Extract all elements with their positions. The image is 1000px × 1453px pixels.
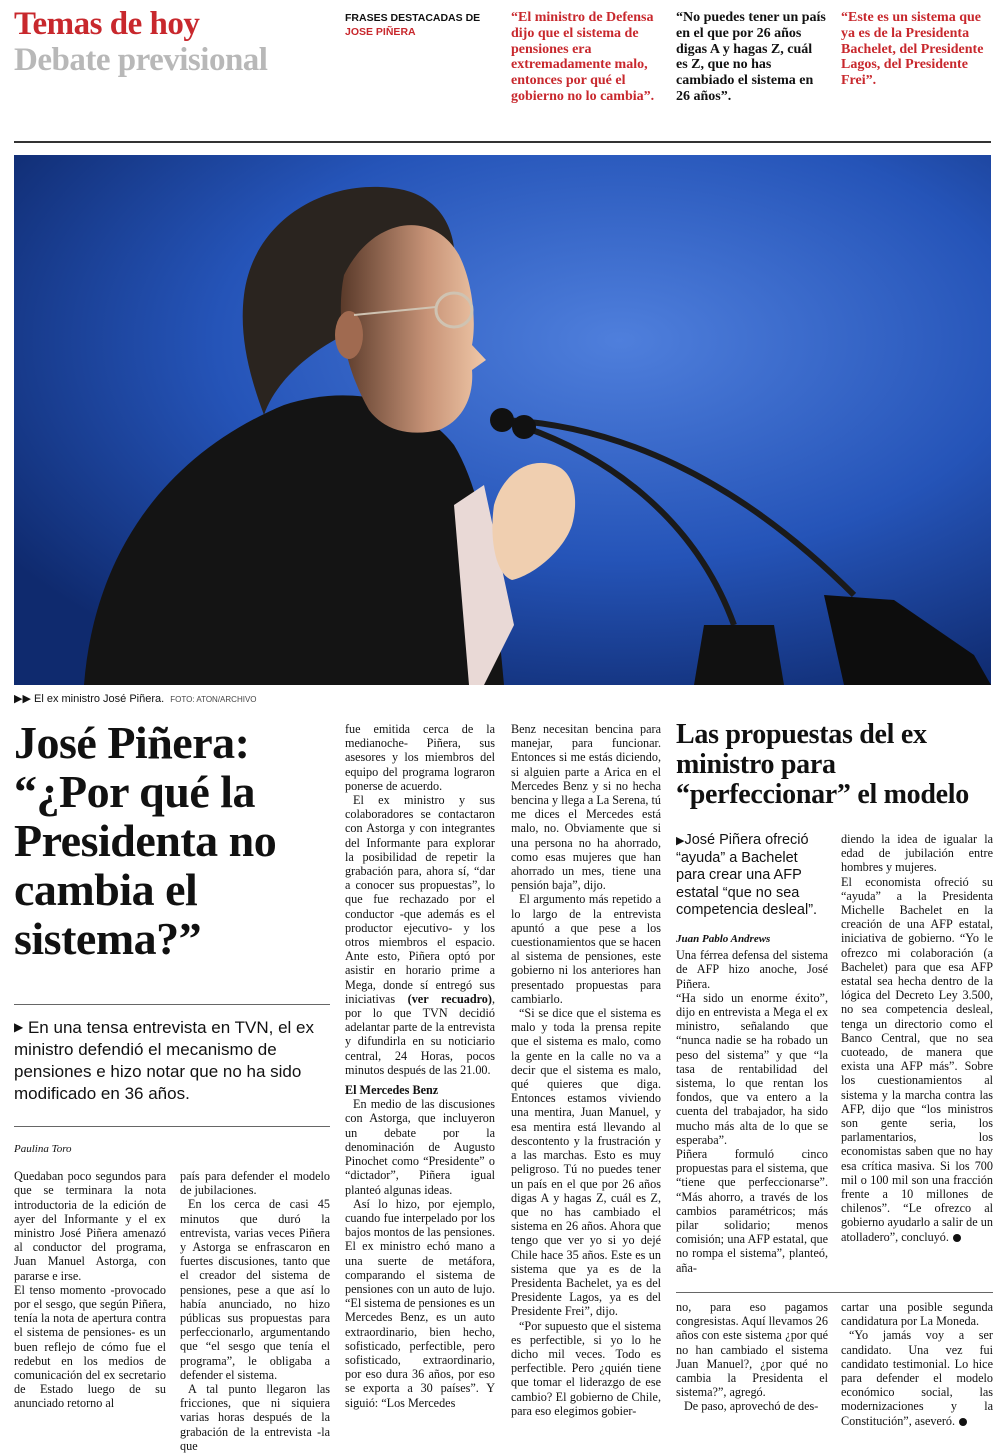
article-column-3	[345, 722, 495, 1410]
paragraph-text: El economista ofreció su “ayuda” a la Presidenta Michelle Bachelet en la creación de una AFP estatal, iniciativa de gobierno. “Yo le ofrezco mi colaboración (a Bachelet) para que esa AFP estatal sea hecha dentro de la lógica del Decreto Ley 3.500, no sea competencia desleal, tenga un directorio como el Banco Central, que no sea cuoteado, de manera que exista una AFP más”. Sobre los cuestionamientos al sistema y la marcha contra las AFP, dijo que “los ministros son gente seria, los parlamentarios, los economistas saben que no hay esa crítica masiva. Si los 700 mil o 100 mil son una fracción frente a 10 millones de chilenos”. “Le ofrezco al gobierno ayudarlo a salir de un atolladero”, concluyó.	[841, 874, 993, 1244]
photo-credit: FOTO: ATON/ARCHIVO	[170, 695, 257, 704]
quote-2: “No puedes tener un país en el que por 26 años digas A y hagas Z, cuál es Z, que no has cambiado el sistema en 26 años”.	[676, 10, 826, 104]
deck-rule-bottom	[14, 1126, 330, 1127]
article-column-5	[676, 1300, 828, 1414]
article-paragraph: “Si se dice que el sistema es malo y toda la prensa repite que el sistema es malo, como la gente en la calle no va a decir que el sistema es malo, qué quieres que diga. Entonces estamos viviendo una mentira, Juan Manuel, y esa mentira está llevando al descontento y la frustración y a las marchas. Esto es muy peligroso. Tú no puedes tener un país en el que por 26 años digas A y hagas Z, cuál es Z, que no has cambiado el sistema en 26 años. Ahora que tengo que ver yo si yo dejé Chile hace 35 años. Este es un sistema que ya es de la Presidenta Bachelet, ya es del Presidente Lagos, ya es del Presidente Frei”, dijo.	[511, 1006, 661, 1319]
quotes-label-top: FRASES DESTACADAS DE	[345, 12, 481, 24]
article-paragraph: De paso, aprovechó de des-	[684, 1399, 819, 1414]
quotes-label	[345, 11, 480, 39]
box-paragraph	[841, 875, 993, 1244]
caption-text: El ex ministro José Piñera.	[33, 693, 165, 705]
end-mark-icon	[959, 1418, 967, 1426]
article-paragraph: Quedaban poco segundos para que se terminara la nota introductoria de la edición de ayer del Informante y el ex ministro José Piñera amenazó al conductor del programa, Juan Manuel Astorga, con pararse e irse.	[14, 1169, 166, 1283]
deck-rule-top	[14, 1004, 330, 1005]
box-bottom-rule	[676, 1292, 993, 1293]
box-column-2	[841, 832, 993, 1244]
box-deck-text: José Piñera ofreció “ayuda” a Bachelet para crear una AFP estatal “que no sea competencia desleal”.	[676, 832, 818, 918]
paragraph-text: , por lo que TVN decidió adelantar parte de la entrevista y difundirla en su noticiario central, 24 Horas, pocos minutos después de las 21.00.	[345, 991, 496, 1077]
article-subhead: El Mercedes Benz	[345, 1083, 439, 1098]
box-paragraph: “Ha sido un enorme éxito”, dijo en entrevista a Mega el ex ministro, señalando que “nunca nadie se ha robado un peso del sistema” y que “la tasa de rentabilidad del sistema, lo que rentan los fondos, que va entero a la cuenta del trabajador, ha sido mucho más alta de lo que se esperaba”.	[676, 990, 828, 1147]
article-paragraph: Así lo hizo, por ejemplo, cuando fue interpelado por los bajos montos de las pensiones. El ex ministro echó mano a una suerte de metáfora, comparando el sistema de pensiones con un auto de lujo. “El sistema de pensiones es un Mercedes Benz, es un auto extraordinario, bien hecho, sofisticado, perfectible, pero sofisticado, extraordinario, por eso dura 36 años, por eso se exporta a 30 países”. Y siguió: “Los Mercedes	[345, 1196, 495, 1410]
photo-caption	[14, 692, 257, 707]
box-column-1	[676, 932, 828, 1275]
main-deck-text: En una tensa entrevista en TVN, el ex ministro defendió el mecanismo de pensiones e hizo notar que no ha sido modificado en 36 años.	[14, 1018, 314, 1103]
article-column-1	[14, 1142, 166, 1411]
see-box-link[interactable]: (ver recuadro)	[407, 991, 492, 1006]
article-paragraph	[345, 793, 495, 1077]
article-column-4	[511, 722, 661, 1418]
quote-3: “Este es un sistema que ya es de la Presidenta Bachelet, del Presidente Lagos, del Presidente Frei”.	[841, 10, 984, 89]
article-paragraph: El tenso momento -provocado por el sesgo, que según Piñera, tenía la nota de apertura contra el sistema de pensiones- es un buen reflejo de cómo fue el redebut en los medios de comunicación del ex secretario de Estado luego de su anunciado retorno al	[14, 1282, 166, 1411]
deck-arrow-icon: ▶	[14, 1020, 24, 1034]
main-photo	[14, 155, 991, 685]
article-paragraph	[841, 1328, 993, 1427]
box-paragraph: Una férrea defensa del sistema de AFP hizo anoche, José Piñera.	[676, 948, 828, 991]
end-mark-icon	[953, 1234, 961, 1242]
header-rule	[14, 141, 991, 143]
article-paragraph: “Por supuesto que el sistema es perfectible, si yo lo he dicho mil veces. Todo es perfectible. Pero ¿quién tiene que tomar el liderazgo de ese cambio? El gobierno de Chile, para eso elegimos gobier-	[511, 1318, 661, 1418]
box-byline: Juan Pablo Andrews	[676, 933, 771, 945]
box-deck-arrow-icon: ▶	[676, 834, 685, 847]
article-column-2	[180, 1142, 330, 1453]
article-paragraph: En los cerca de casi 45 minutos que duró la entrevista, varias veces Piñera y Astorga se enfrascaron en fuertes discusiones, tanto que el creador del sistema de pensiones, pese a que así lo había anunciado, no hizo públicas sus propuestas para perfeccionarlo, argumentando que “el sesgo que tenía el programa”, le obligaba a defender el sistema.	[180, 1197, 330, 1382]
photo-illustration	[14, 155, 991, 685]
section-subtitle: Debate previsional	[14, 42, 268, 78]
article-paragraph: En medio de las discusiones con Astorga, que incluyeron un debate por la denominación de Augusto Pinochet como “Presidente” o “dictador”, Piñera igual planteó algunas ideas.	[345, 1097, 495, 1197]
quote-1: “El ministro de Defensa dijo que el sistema de pensiones era extremadamente malo, entonces por qué el gobierno no lo cambia”.	[511, 10, 655, 104]
section-title: Temas de hoy	[14, 6, 200, 42]
column-spacer	[180, 1142, 330, 1169]
box-deck	[676, 832, 828, 920]
article-paragraph: no, para eso pagamos congresistas. Aquí llevamos 26 años con este sistema ¿por qué no han cambiado el sistema Juan Manuel?, ¿por qué no cambia la Presidenta el sistema?”, agregó.	[676, 1300, 828, 1400]
article-column-6	[841, 1300, 993, 1428]
article-paragraph: Benz necesitan bencina para manejar, para funcionar. Entonces si me estás diciendo, si alguien parte a Arica en el Mercedes Benz y si no hecha bencina y llega a La Serena, tú me dices el Mercedes está malo, no. Obviamente que si una persona no ha ahorrado, como esas mujeres que han ahorrado un mes, tiene una pensión baja”, dijo.	[511, 722, 661, 893]
box-paragraph: Piñera formuló cinco propuestas para el sistema, que “tiene que perfeccionarse”. “Más ahorro, a través de los cambios paramétricos; más pilar solidario; menos comisión; una AFP estatal, que no rompa el sistema”, planteó, aña-	[676, 1147, 828, 1275]
box-headline: Las propuestas del ex ministro para “perfeccionar” el modelo	[676, 719, 969, 810]
article-byline: Paulina Toro	[14, 1143, 72, 1155]
main-deck	[14, 1016, 330, 1105]
main-headline: José Piñera: “¿Por qué la Presidenta no cambia el sistema?”	[14, 717, 277, 964]
quotes-label-name: JOSE PIÑERA	[345, 26, 416, 38]
article-paragraph: A tal punto llegaron las fricciones, que ni siquiera varias horas después de la grabación de la entrevista -la que	[180, 1382, 330, 1453]
paragraph-text: “Yo jamás voy a ser candidato. Una vez fui candidato testimonial. Lo hice para defender el modelo económico social, las modernizaciones y la Constitución”, aseveró.	[841, 1328, 993, 1428]
article-paragraph: fue emitida cerca de la medianoche- Piñera, sus asesores y los miembros del equipo del programa lograron ponerse de acuerdo.	[345, 722, 495, 793]
paragraph-text: El ex ministro y sus colaboradores se contactaron con Astorga y con integrantes del Informante para explorar la posibilidad de repetir la grabación para, ahora sí, “dar a conocer sus propuestas”, lo que fue rechazado por el conductor -que además es el productor ejecutivo- y los otros miembros el espacio. Ante esto, Piñera optó por asistir en horario prime a Mega, donde sí entregó sus iniciativas	[345, 793, 495, 1006]
article-paragraph: El argumento más repetido a lo largo de la entrevista apuntó a que pese a los cuestionamientos que se hacen al sistema de pensiones, este gobierno ni los anteriores han presentado propuestas para cambiarlo.	[511, 892, 661, 1006]
box-paragraph: diendo la idea de igualar la edad de jubilación entre hombres y mujeres.	[841, 832, 993, 875]
article-paragraph: país para defender el modelo de jubilaciones.	[180, 1169, 330, 1198]
caption-arrow-icon: ▶▶	[14, 692, 31, 705]
article-paragraph: cartar una posible segunda candidatura por La Moneda.	[841, 1300, 993, 1329]
